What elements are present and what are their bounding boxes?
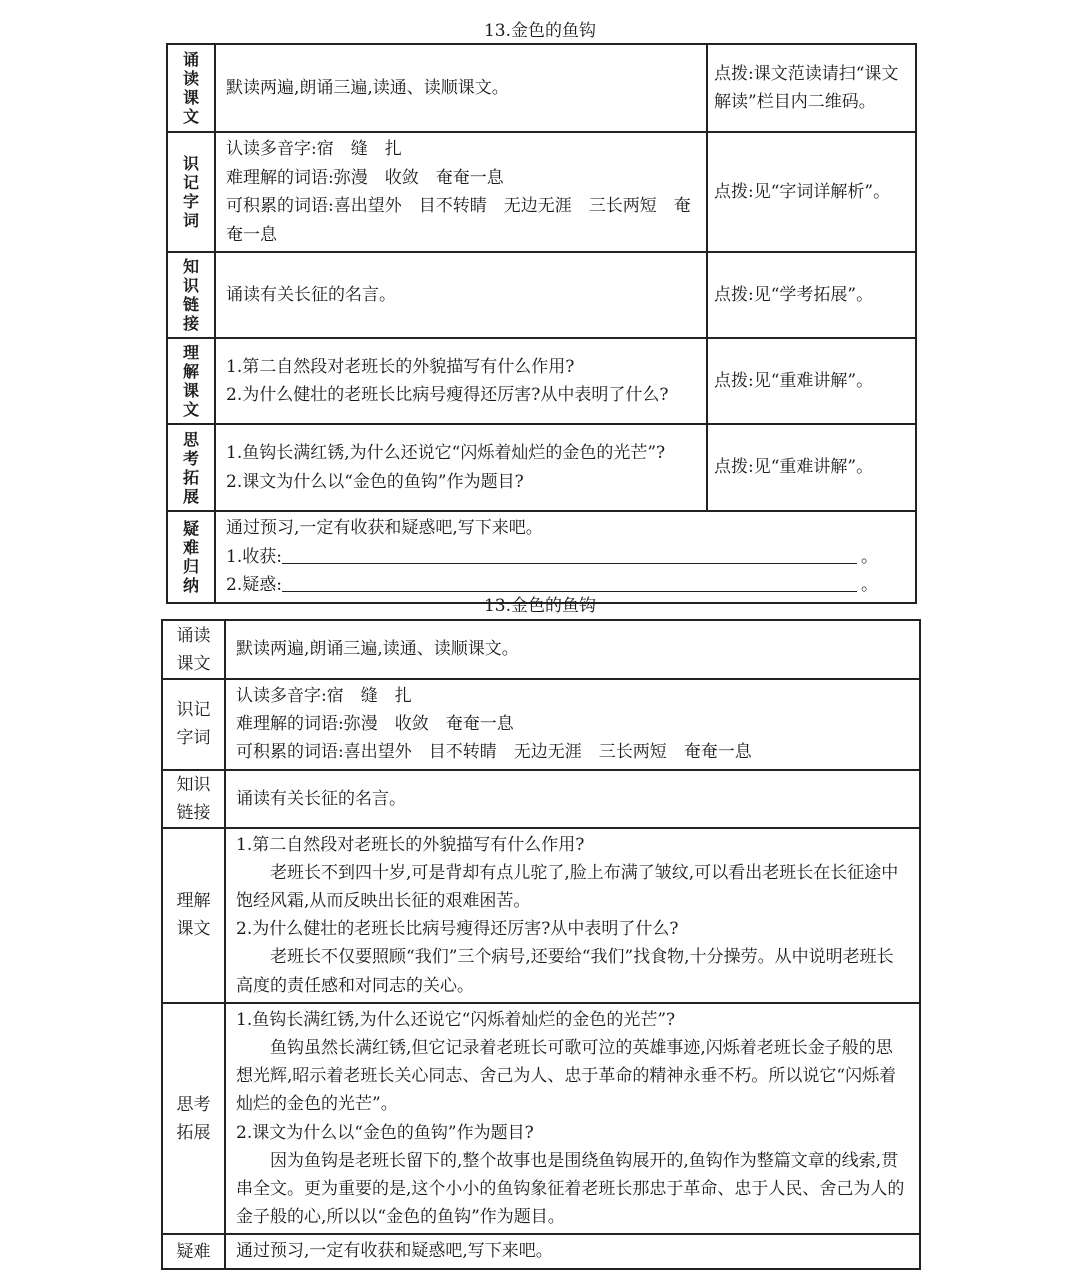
question: 1.第二自然段对老班长的外貌描写有什么作用? — [236, 834, 585, 855]
row-content: 默读两遍,朗诵三遍,读通、读顺课文。 — [225, 620, 920, 679]
answer: 鱼钩虽然长满红锈,但它记录着老班长可歌可泣的英雄事迹,闪烁着老班长金子般的思想光辉,昭示着老班长关心同志、舍己为人、忠于革命的精神永垂不朽。所以说它“闪烁着灿烂的金色的光芒”。 — [236, 1038, 897, 1115]
answer: 因为鱼钩是老班长留下的,整个故事也是围绕鱼钩展开的,鱼钩作为整篇文章的线索,贯串全文。更为重要的是,这个小小的鱼钩象征着老班长那忠于革命、忠于人民、舍己为人的金子般的心,所以以“金色的鱼钩”作为题目。 — [236, 1150, 905, 1228]
question: 1.鱼钩长满红锈,为什么还说它“闪烁着灿烂的金色的光芒”? — [236, 1009, 676, 1030]
row-content: 认读多音字:宿 缝 扎 难理解的词语:弥漫 收敛 奄奄一息 可积累的词语:喜出望外 目不转睛 无边无涯 三长两短 奄奄一息 — [215, 132, 707, 252]
answer-table — [161, 619, 921, 1270]
row-label: 诵 读 课 文 — [167, 44, 215, 132]
row-label: 知识 链接 — [162, 770, 225, 828]
table-row — [162, 828, 920, 1003]
table-row — [162, 770, 920, 828]
question: 2.为什么健壮的老班长比病号瘦得还厉害?从中表明了什么? — [236, 919, 679, 940]
answer-title: 13.金色的鱼钩 — [483, 596, 597, 616]
table-row — [167, 252, 916, 338]
doubt-blank[interactable] — [282, 573, 857, 592]
worksheet-title: 13.金色的鱼钩 — [483, 21, 597, 41]
table-row — [162, 620, 920, 679]
answer: 老班长不到四十岁,可是背却有点儿驼了,脸上布满了皱纹,可以看出老班长在长征途中饱经风霜,从而反映出长征的艰难困苦。 — [236, 862, 899, 912]
row-content: 通过预习,一定有收获和疑惑吧,写下来吧。 — [225, 1234, 920, 1268]
table-row — [162, 1234, 920, 1268]
preview-table — [166, 43, 917, 604]
row-content: 通过预习,一定有收获和疑惑吧,写下来吧。 1.收获: 。 2.疑惑: 。 — [215, 511, 916, 603]
row-content — [225, 828, 920, 1003]
doubt-fill[interactable]: 2.疑惑: 。 — [226, 575, 878, 595]
table-row — [167, 44, 916, 132]
row-label: 诵读 课文 — [162, 620, 225, 679]
table-row — [162, 679, 920, 770]
hint-cell: 点拨:见“字词详解析”。 — [707, 132, 916, 252]
row-content: 1.第二自然段对老班长的外貌描写有什么作用? 2.为什么健壮的老班长比病号瘦得还厉害?从中表明了什么? — [215, 338, 707, 424]
harvest-blank[interactable] — [282, 545, 857, 564]
row-content: 默读两遍,朗诵三遍,读通、读顺课文。 — [215, 44, 707, 132]
hint-cell: 点拨:课文范读请扫“课文解读”栏目内二维码。 — [707, 44, 916, 132]
row-content: 诵读有关长征的名言。 — [225, 770, 920, 828]
row-content: 认读多音字:宿 缝 扎 难理解的词语:弥漫 收敛 奄奄一息 可积累的词语:喜出望外 目不转睛 无边无涯 三长两短 奄奄一息 — [225, 679, 920, 770]
row-label: 识记 字词 — [162, 679, 225, 770]
row-label: 思考 拓展 — [162, 1003, 225, 1235]
row-label: 疑难 — [162, 1234, 225, 1268]
row-content: 诵读有关长征的名言。 — [215, 252, 707, 338]
row-label: 理解 课文 — [162, 828, 225, 1003]
row-label: 识 记 字 词 — [167, 132, 215, 252]
table-row — [167, 132, 916, 252]
row-content: 1.鱼钩长满红锈,为什么还说它“闪烁着灿烂的金色的光芒”? 2.课文为什么以“金色的鱼钩”作为题目? — [215, 424, 707, 511]
row-label: 理 解 课 文 — [167, 338, 215, 424]
row-label: 思 考 拓 展 — [167, 424, 215, 511]
harvest-fill[interactable]: 1.收获: 。 — [226, 546, 878, 567]
question: 2.课文为什么以“金色的鱼钩”作为题目? — [236, 1122, 534, 1143]
table-row — [167, 338, 916, 424]
row-label: 疑 难 归 纳 — [167, 511, 215, 603]
hint-cell: 点拨:见“重难讲解”。 — [707, 338, 916, 424]
hint-cell: 点拨:见“重难讲解”。 — [707, 424, 916, 511]
row-content — [225, 1003, 920, 1235]
table-row — [162, 1003, 920, 1235]
answer: 老班长不仅要照顾“我们”三个病号,还要给“我们”找食物,十分操劳。从中说明老班长高度的责任感和对同志的关心。 — [236, 947, 894, 996]
row-label: 知 识 链 接 — [167, 252, 215, 338]
table-row — [167, 424, 916, 511]
table-row — [167, 511, 916, 603]
hint-cell: 点拨:见“学考拓展”。 — [707, 252, 916, 338]
